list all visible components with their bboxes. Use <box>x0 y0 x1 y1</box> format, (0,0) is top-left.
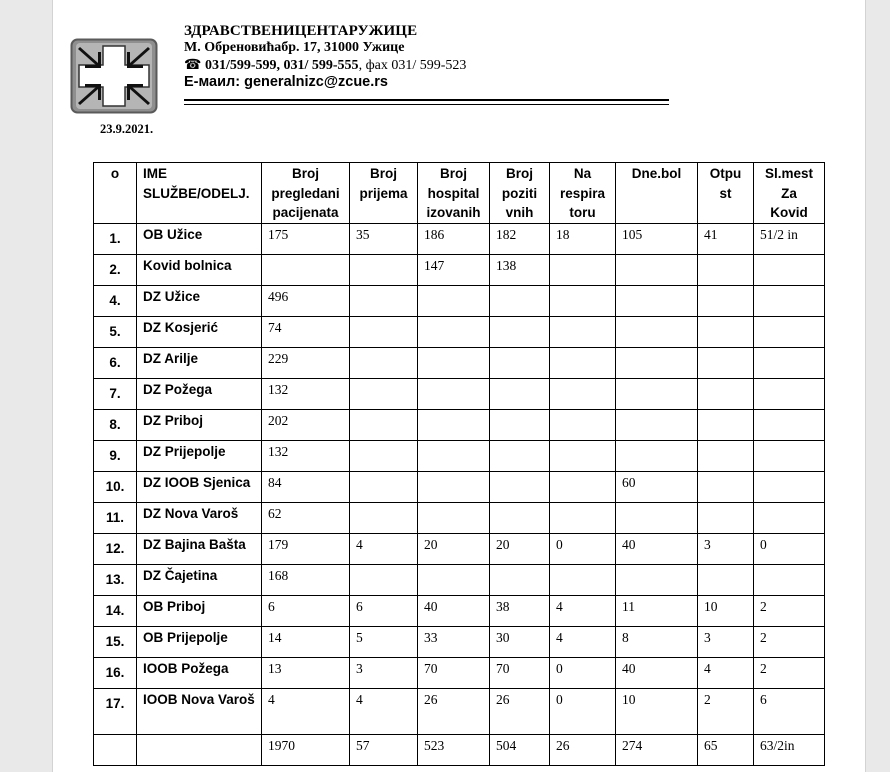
header-text: pregledani <box>271 185 340 201</box>
header-text: st <box>719 185 732 201</box>
data-cell <box>550 471 616 502</box>
health-center-logo <box>70 38 158 114</box>
data-cell: 26 <box>418 688 490 734</box>
contact-phones <box>184 57 466 74</box>
data-cell: 202 <box>262 409 350 440</box>
service-name: DZ Bajina Bašta <box>137 533 262 564</box>
data-cell <box>698 254 754 285</box>
data-cell: 4 <box>550 595 616 626</box>
service-name: IOOB Požega <box>137 657 262 688</box>
data-cell: 13 <box>262 657 350 688</box>
row-number: 7. <box>94 378 137 409</box>
row-number: 13. <box>94 564 137 595</box>
data-cell <box>350 471 418 502</box>
data-cell <box>418 440 490 471</box>
data-cell <box>754 409 825 440</box>
header-text: toru <box>569 205 596 220</box>
header-col-service-name <box>137 163 262 224</box>
data-cell: 175 <box>262 223 350 254</box>
data-cell <box>418 316 490 347</box>
data-cell <box>550 285 616 316</box>
data-cell <box>698 564 754 595</box>
data-cell <box>418 347 490 378</box>
data-cell: 6 <box>262 595 350 626</box>
table-row <box>94 285 825 316</box>
data-cell <box>490 471 550 502</box>
row-number: 6. <box>94 347 137 378</box>
data-cell: 84 <box>262 471 350 502</box>
total-cell <box>137 734 262 765</box>
data-cell <box>616 285 698 316</box>
table-row <box>94 657 825 688</box>
hospital-statistics-table <box>93 162 825 766</box>
data-cell: 38 <box>490 595 550 626</box>
data-cell <box>490 378 550 409</box>
data-cell: 229 <box>262 347 350 378</box>
data-cell: 186 <box>418 223 490 254</box>
data-cell <box>350 502 418 533</box>
header-col-hospital-days <box>616 163 698 224</box>
data-cell <box>490 285 550 316</box>
service-name: DZ IOOB Sjenica <box>137 471 262 502</box>
data-cell <box>616 502 698 533</box>
header-rule <box>184 99 669 101</box>
table-row <box>94 502 825 533</box>
data-cell <box>754 564 825 595</box>
data-cell: 40 <box>418 595 490 626</box>
service-name: OB Priboj <box>137 595 262 626</box>
service-name: OB Prijepolje <box>137 626 262 657</box>
header-text: vnih <box>505 205 534 220</box>
total-cell: 26 <box>550 734 616 765</box>
header-col-positive <box>490 163 550 224</box>
data-cell: 26 <box>490 688 550 734</box>
header-text: Broj <box>370 166 397 181</box>
data-cell <box>616 378 698 409</box>
data-cell <box>616 409 698 440</box>
table-row <box>94 688 825 734</box>
row-number: 9. <box>94 440 137 471</box>
data-cell <box>350 564 418 595</box>
data-cell: 6 <box>350 595 418 626</box>
service-name: DZ Požega <box>137 378 262 409</box>
data-cell <box>490 409 550 440</box>
data-cell: 0 <box>754 533 825 564</box>
row-number: 8. <box>94 409 137 440</box>
data-cell <box>754 316 825 347</box>
data-cell: 0 <box>550 688 616 734</box>
header-text: hospital <box>427 185 480 201</box>
table-row <box>94 533 825 564</box>
row-number: 15. <box>94 626 137 657</box>
data-cell <box>698 347 754 378</box>
header-col-admissions <box>350 163 418 224</box>
row-number: 10. <box>94 471 137 502</box>
data-cell <box>418 564 490 595</box>
report-date: 23.9.2021. <box>100 122 154 136</box>
total-cell: 274 <box>616 734 698 765</box>
table-row <box>94 254 825 285</box>
data-cell: 11 <box>616 595 698 626</box>
header-text: Za <box>781 185 797 201</box>
data-cell: 132 <box>262 378 350 409</box>
data-cell: 105 <box>616 223 698 254</box>
service-name: DZ Priboj <box>137 409 262 440</box>
header-col-hospitalized <box>418 163 490 224</box>
table-row <box>94 564 825 595</box>
data-cell: 70 <box>418 657 490 688</box>
header-text: Sl.mest <box>764 166 814 181</box>
data-cell: 10 <box>698 595 754 626</box>
data-cell: 4 <box>350 688 418 734</box>
row-number: 16. <box>94 657 137 688</box>
data-cell <box>490 316 550 347</box>
table-row <box>94 409 825 440</box>
data-cell: 41 <box>698 223 754 254</box>
data-cell: 147 <box>418 254 490 285</box>
header-text: Kovid <box>770 205 808 220</box>
total-cell: 63/2in <box>754 734 825 765</box>
row-number: 17. <box>94 688 137 734</box>
data-cell: 74 <box>262 316 350 347</box>
data-cell: 2 <box>754 626 825 657</box>
total-cell: 504 <box>490 734 550 765</box>
data-cell <box>754 347 825 378</box>
service-name: Kovid bolnica <box>137 254 262 285</box>
data-cell: 70 <box>490 657 550 688</box>
data-cell: 5 <box>350 626 418 657</box>
header-text: Dne.bol <box>631 166 682 181</box>
institution-address: М. Обреновићабр. 17, 31000 Ужице <box>184 40 405 55</box>
data-cell <box>418 409 490 440</box>
data-cell <box>550 347 616 378</box>
data-cell: 20 <box>418 533 490 564</box>
telephone-icon: ☎ <box>184 58 202 73</box>
data-cell: 3 <box>350 657 418 688</box>
document-page <box>52 0 866 772</box>
data-cell <box>490 440 550 471</box>
data-cell <box>350 254 418 285</box>
header-text: prijema <box>359 185 408 201</box>
data-cell: 2 <box>754 657 825 688</box>
header-text: pacijenata <box>272 205 339 220</box>
data-cell: 14 <box>262 626 350 657</box>
data-cell <box>350 409 418 440</box>
data-cell <box>616 347 698 378</box>
header-text: Broj <box>440 166 467 181</box>
data-cell: 0 <box>550 533 616 564</box>
data-cell <box>418 502 490 533</box>
header-text: Otpu <box>709 166 742 181</box>
data-cell: 30 <box>490 626 550 657</box>
data-cell: 3 <box>698 626 754 657</box>
data-cell <box>418 378 490 409</box>
service-name: DZ Arilje <box>137 347 262 378</box>
data-cell <box>698 409 754 440</box>
data-cell <box>754 471 825 502</box>
data-cell: 62 <box>262 502 350 533</box>
header-text: poziti <box>501 185 538 201</box>
data-cell <box>550 378 616 409</box>
data-cell <box>754 502 825 533</box>
data-cell: 182 <box>490 223 550 254</box>
data-cell: 132 <box>262 440 350 471</box>
data-cell: 138 <box>490 254 550 285</box>
row-number: 2. <box>94 254 137 285</box>
data-cell: 4 <box>550 626 616 657</box>
header-col-examined <box>262 163 350 224</box>
data-cell <box>418 471 490 502</box>
table-row <box>94 471 825 502</box>
data-cell <box>616 254 698 285</box>
contact-email: E-маил: generalnizc@zcue.rs <box>184 74 388 90</box>
data-cell <box>698 471 754 502</box>
table-row <box>94 223 825 254</box>
data-cell <box>698 440 754 471</box>
header-text: o <box>110 166 120 181</box>
total-cell: 1970 <box>262 734 350 765</box>
data-cell <box>616 564 698 595</box>
service-name: DZ Kosjerić <box>137 316 262 347</box>
header-col-respirator <box>550 163 616 224</box>
data-cell <box>616 316 698 347</box>
header-text: respira <box>559 185 606 201</box>
table-row <box>94 316 825 347</box>
row-number: 12. <box>94 533 137 564</box>
data-cell <box>550 409 616 440</box>
data-cell: 4 <box>698 657 754 688</box>
header-text: IME <box>143 166 168 181</box>
data-cell <box>490 347 550 378</box>
data-cell <box>754 378 825 409</box>
data-cell <box>698 285 754 316</box>
data-cell <box>550 440 616 471</box>
data-cell: 40 <box>616 533 698 564</box>
data-cell: 179 <box>262 533 350 564</box>
total-cell: 523 <box>418 734 490 765</box>
data-cell <box>698 378 754 409</box>
service-name: OB Užice <box>137 223 262 254</box>
data-cell: 0 <box>550 657 616 688</box>
data-cell <box>616 440 698 471</box>
data-cell: 2 <box>698 688 754 734</box>
data-cell: 4 <box>350 533 418 564</box>
data-cell <box>490 564 550 595</box>
data-cell: 40 <box>616 657 698 688</box>
table-row <box>94 378 825 409</box>
row-number: 14. <box>94 595 137 626</box>
data-cell <box>698 316 754 347</box>
header-text: SLUŽBE/ODELJ. <box>143 185 250 201</box>
data-cell <box>550 564 616 595</box>
totals-row <box>94 734 825 765</box>
table-row <box>94 595 825 626</box>
service-name: DZ Užice <box>137 285 262 316</box>
header-col-covid-beds <box>754 163 825 224</box>
data-cell <box>418 285 490 316</box>
row-number: 5. <box>94 316 137 347</box>
phone-numbers: 031/599-599, 031/ 599-555 <box>204 58 359 73</box>
table-header-row <box>94 163 825 224</box>
table-row <box>94 440 825 471</box>
data-cell: 8 <box>616 626 698 657</box>
service-name: IOOB Nova Varoš <box>137 688 262 734</box>
table-row <box>94 626 825 657</box>
data-cell: 6 <box>754 688 825 734</box>
data-cell <box>350 440 418 471</box>
data-cell: 35 <box>350 223 418 254</box>
header-rule-thin <box>184 104 669 105</box>
data-cell: 496 <box>262 285 350 316</box>
data-cell <box>550 254 616 285</box>
data-cell <box>698 502 754 533</box>
data-cell: 33 <box>418 626 490 657</box>
data-cell: 10 <box>616 688 698 734</box>
institution-name: ЗДРАВСТВЕНИЦЕНТАРУЖИЦЕ <box>184 23 418 39</box>
data-cell <box>350 285 418 316</box>
data-cell <box>754 440 825 471</box>
data-cell: 51/2 in <box>754 223 825 254</box>
data-cell: 60 <box>616 471 698 502</box>
row-number: 1. <box>94 223 137 254</box>
service-name: DZ Čajetina <box>137 564 262 595</box>
data-cell <box>550 502 616 533</box>
total-cell: 57 <box>350 734 418 765</box>
data-cell <box>754 285 825 316</box>
data-cell: 4 <box>262 688 350 734</box>
data-cell <box>490 502 550 533</box>
data-cell <box>550 316 616 347</box>
table-row <box>94 347 825 378</box>
total-cell: 65 <box>698 734 754 765</box>
fax-number: , фах 031/ 599-523 <box>358 58 467 73</box>
header-text: Broj <box>292 166 319 181</box>
data-cell <box>350 316 418 347</box>
total-cell <box>94 734 137 765</box>
data-cell: 2 <box>754 595 825 626</box>
service-name: DZ Prijepolje <box>137 440 262 471</box>
data-cell <box>350 378 418 409</box>
header-col-discharged <box>698 163 754 224</box>
data-cell <box>262 254 350 285</box>
data-cell: 3 <box>698 533 754 564</box>
row-number: 11. <box>94 502 137 533</box>
data-cell <box>754 254 825 285</box>
data-cell: 20 <box>490 533 550 564</box>
data-cell <box>350 347 418 378</box>
service-name: DZ Nova Varoš <box>137 502 262 533</box>
row-number: 4. <box>94 285 137 316</box>
data-cell: 168 <box>262 564 350 595</box>
header-col-number <box>94 163 137 224</box>
header-text: Na <box>573 166 592 181</box>
data-cell: 18 <box>550 223 616 254</box>
header-text: izovanih <box>426 205 481 220</box>
header-text: Broj <box>506 166 533 181</box>
